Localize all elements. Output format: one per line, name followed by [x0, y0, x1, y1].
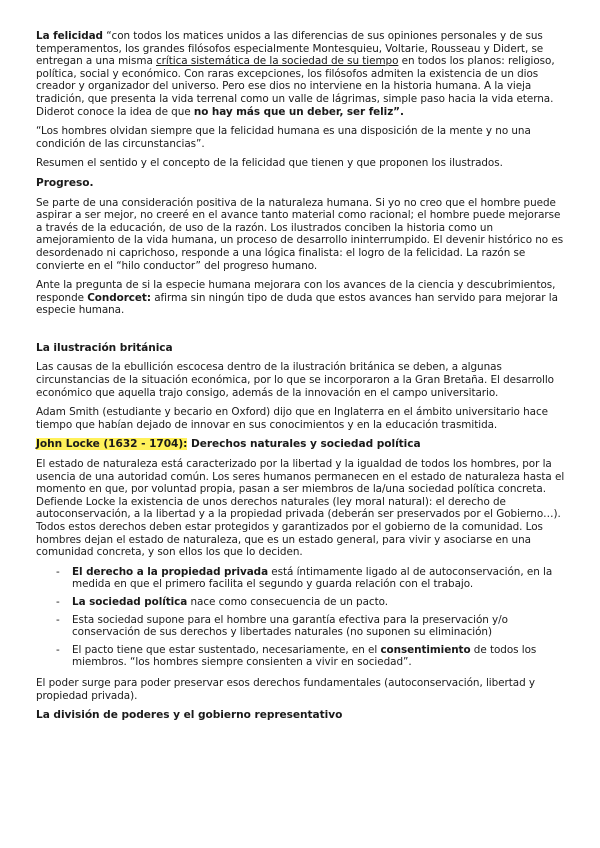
britanica-paragraph-2: Adam Smith (estudiante y becario en Oxford) dijo que en Inglaterra en el ámbito universitario hace tiempo que habían dejado de innovar en sus conocimientos y en la educación trasmitida.: [36, 406, 548, 431]
list-item: - Esta sociedad supone para el hombre una garantía efectiva para la preservación y/o conservación de sus derechos y libertades naturales (no suponen su eliminación): [56, 613, 508, 639]
list-item: - El pacto tiene que estar sustentado, necesariamente, en el consentimiento de todos los miembros. “los hombres siempre consienten a vivir en sociedad”.: [56, 643, 537, 669]
condorcet-name: Condorcet:: [87, 291, 151, 304]
felicidad-quote: “Los hombres olvidan siempre que la felicidad humana es una disposición de la mente y no una condición de las circunstancias”.: [36, 125, 531, 150]
list-item: - La sociedad política nace como consecuencia de un pacto.: [56, 595, 388, 608]
progreso-paragraph-1: Se parte de una consideración positiva de la naturaleza humana. Si yo no creo que el hombre puede aspirar a ser mejor, no creeré en el avance tanto material como racional; el hombre puede mejorarse a través de la educación, de uso de la razón. Los ilustrados conciben la historia como un amejoramiento de la vida humana, un proceso de desarrollo ininterrumpido. El devenir histórico no es desordenado ni caprichoso, responde a una lógica finalista: el logro de la felicidad. La razón se convierte en el “hilo conductor” del progreso humano.: [36, 196, 564, 272]
britanica-heading: La ilustración británica: [36, 341, 173, 354]
bold-conclusion: no hay más que un deber, ser feliz”.: [193, 105, 404, 118]
locke-heading: John Locke (1632 - 1704): Derechos naturales y sociedad política: [36, 438, 421, 451]
locke-paragraph-2: El poder surge para poder preservar esos derechos fundamentales (autoconservación, libertad y propiedad privada).: [36, 676, 535, 702]
dash-marker: -: [56, 595, 60, 608]
dash-marker: -: [56, 643, 60, 656]
list-item: - El derecho a la propiedad privada está íntimamente ligado al de autoconservación, en la medida en que el primero facilita el segundo y guarda relación con el trabajo.: [56, 565, 553, 591]
felicidad-summary: Resumen el sentido y el concepto de la felicidad que tienen y que proponen los ilustrados.: [36, 157, 503, 170]
felicidad-paragraph: La felicidad “con todos los matices unidos a las diferencias de sus opiniones personales y de sus temperamentos, los grandes filósofos especialmente Montesquieu, Voltarie, Rousseau y Didert, se entregan a una misma crítica sistemática de la sociedad de su tiempo en todos los planos: religioso, política, social y económico. Con raras excepciones, los filósofos admiten la existencia de un dios creador y organizador del universo. Pero ese dios no interviene en la historia humana. A la vieja tradición, que presenta la vida terrenal como un valle de lágrimas, simple paso hacia la vida eterna. Diderot conoce la idea de que no hay más que un deber, ser feliz”.: [36, 30, 555, 118]
section-spacer: [36, 324, 566, 342]
underlined-phrase: crítica sistemática de la sociedad de su tiempo: [156, 55, 399, 68]
dash-marker: -: [56, 613, 60, 626]
felicidad-title: La felicidad: [36, 30, 103, 42]
locke-paragraph-1: El estado de naturaleza está caracterizado por la libertad y la igualdad de todos los hombres, por la usencia de una autoridad común. Los seres humanos permanecen en el estado de naturaleza hasta el momento en que, por voluntad propia, pasan a ser miembros de la/una sociedad política concreta. Defiende Locke la existencia de unos derechos naturales (ley moral natural): el derecho de autoconservación, a la libertad y a la propiedad privada (deberán ser preservados por el Gobierno…). Todos estos derechos deben estar protegidos y garantizados por el gobierno de la comunidad. Los hombres dejan el estado de naturaleza, que es un estado general, para vivir y asociarse en una comunidad concreta, y son ellos los que lo deciden.: [36, 458, 565, 559]
progreso-paragraph-2: Ante la pregunta de si la especie humana mejorara con los avances de la ciencia y descubrimientos, responde Condorcet: afirma sin ningún tipo de duda que estos avances han servido para mejorar la especie humana.: [36, 279, 558, 317]
locke-bullet-list: [36, 566, 566, 669]
dash-marker: -: [56, 565, 60, 578]
locke-highlight: John Locke (1632 - 1704):: [36, 438, 188, 451]
britanica-paragraph-1: Las causas de la ebullición escocesa dentro de la ilustración británica se deben, a algunas circunstancias de la situación económica, por lo que se incorporaron a la Gran Bretaña. El desarrollo económico que aquella trajo consigo, además de la innovación en el campo universitario.: [36, 361, 554, 399]
progreso-heading: Progreso.: [36, 176, 94, 189]
document-page: [36, 30, 566, 729]
division-heading: La división de poderes y el gobierno representativo: [36, 709, 343, 722]
